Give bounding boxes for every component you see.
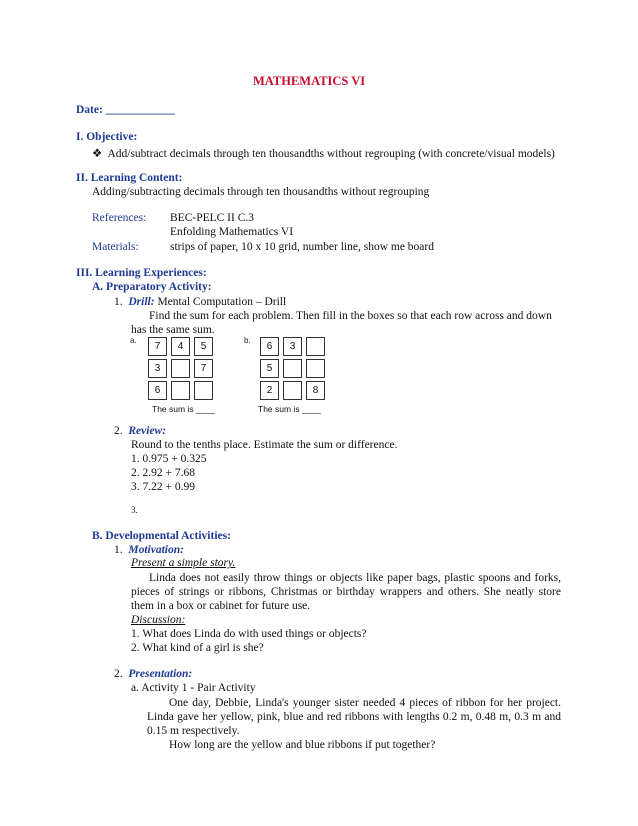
review-item: 2. 2.92 + 7.68: [131, 467, 195, 479]
drill-line: [114, 296, 286, 308]
motivation-label: Motivation:: [128, 544, 184, 556]
grid-b-label: b.: [244, 336, 251, 345]
drill-num: 1.: [114, 296, 123, 308]
learning-experiences-heading: III. Learning Experiences:: [76, 267, 207, 279]
activity-question: How long are the yellow and blue ribbons if put together?: [169, 739, 436, 751]
grid-a-cell: [171, 381, 190, 400]
motivation-num: 1.: [114, 544, 123, 556]
grid-a-cell: 7: [194, 359, 213, 378]
learning-content-heading: II. Learning Content:: [76, 172, 183, 184]
grid-a-cell: 6: [148, 381, 167, 400]
preparatory-heading: A. Preparatory Activity:: [92, 281, 212, 293]
date-value: ____________: [105, 104, 175, 116]
grid-b-cell: 8: [306, 381, 325, 400]
grid-a-cell: 3: [148, 359, 167, 378]
grid-a-label: a.: [130, 336, 137, 345]
objective-text: Add/subtract decimals through ten thousandths without regrouping (with concrete/visual models): [107, 148, 555, 160]
activity-label: a. Activity 1 - Pair Activity: [131, 682, 256, 694]
discussion-item: 2. What kind of a girl is she?: [131, 642, 264, 654]
grid-a-cell: [171, 359, 190, 378]
review-label: Review:: [128, 425, 167, 437]
materials-label-text: Materials: [92, 241, 136, 253]
review-num: 2.: [114, 425, 123, 437]
materials-label: Materials:: [92, 241, 139, 253]
date-label: [76, 104, 175, 116]
grid-b-cell: [306, 359, 325, 378]
story-label: Present a simple story.: [131, 557, 236, 569]
presentation-line: [114, 668, 192, 680]
grid-a-cell: 5: [194, 337, 213, 356]
grid-a-cell: [194, 381, 213, 400]
learning-content-text: Adding/subtracting decimals through ten thousandths without regrouping: [92, 186, 430, 198]
grid-a-cell: 7: [148, 337, 167, 356]
page-title: MATHEMATICS VI: [253, 74, 366, 88]
review-item: 3. 7.22 + 0.99: [131, 481, 195, 493]
materials-text: strips of paper, 10 x 10 grid, number line, show me board: [170, 241, 434, 253]
grid-b-cell: [283, 359, 302, 378]
grid-a-sum: The sum is ____: [152, 404, 215, 414]
drill-instructions-2: has the same sum.: [131, 324, 215, 336]
grid-b-cell: 3: [283, 337, 302, 356]
grid-b-cell: 6: [260, 337, 279, 356]
story-text: Linda does not easily throw things or objects like paper bags, plastic spoons and forks, pieces of strings or ribbons, Christmas or birthday wrappers and others. She neatly store them in a box or cabinet for future use.: [131, 572, 561, 613]
discussion-label: Discussion:: [131, 614, 186, 626]
grid-b-cell: 5: [260, 359, 279, 378]
references-label-text: References: [92, 212, 144, 224]
grid-b-cell: 2: [260, 381, 279, 400]
objective-heading: I. Objective:: [76, 131, 138, 143]
presentation-num: 2.: [114, 668, 123, 680]
motivation-line: [114, 544, 184, 556]
drill-label: Drill:: [128, 296, 155, 308]
review-line: [114, 425, 166, 437]
drill-instructions-1: Find the sum for each problem. Then fill in the boxes so that each row across and down: [149, 310, 552, 322]
discussion-item: 1. What does Linda do with used things or objects?: [131, 628, 367, 640]
developmental-heading: B. Developmental Activities:: [92, 530, 231, 542]
objective-item: [92, 146, 555, 160]
grid-b-cell: [283, 381, 302, 400]
grid-b-sum: The sum is ____: [258, 404, 321, 414]
grid-a-cell: 4: [171, 337, 190, 356]
activity-text: One day, Debbie, Linda's younger sister needed 4 pieces of ribbon for her project. Linda gave her yellow, pink, blue and red ribbons with lengths 0.2 m, 0.48 m, 0.3 m and 0.15 m respectively.: [147, 697, 561, 738]
date-label-text: Date:: [76, 104, 103, 116]
diamond-bullet-icon: ❖: [92, 148, 103, 160]
references-2: Enfolding Mathematics VI: [170, 226, 294, 238]
drill-grid-image: [130, 333, 355, 415]
presentation-label: Presentation:: [128, 668, 193, 680]
drill-title: Mental Computation – Drill: [157, 296, 287, 308]
review-item: 1. 0.975 + 0.325: [131, 453, 207, 465]
references-label: References:: [92, 212, 147, 224]
review-instructions: Round to the tenths place. Estimate the sum or difference.: [131, 439, 398, 451]
references-1: BEC-PELC II C.3: [170, 212, 255, 224]
review-stray-number: 3.: [131, 505, 138, 515]
grid-b-cell: [306, 337, 325, 356]
